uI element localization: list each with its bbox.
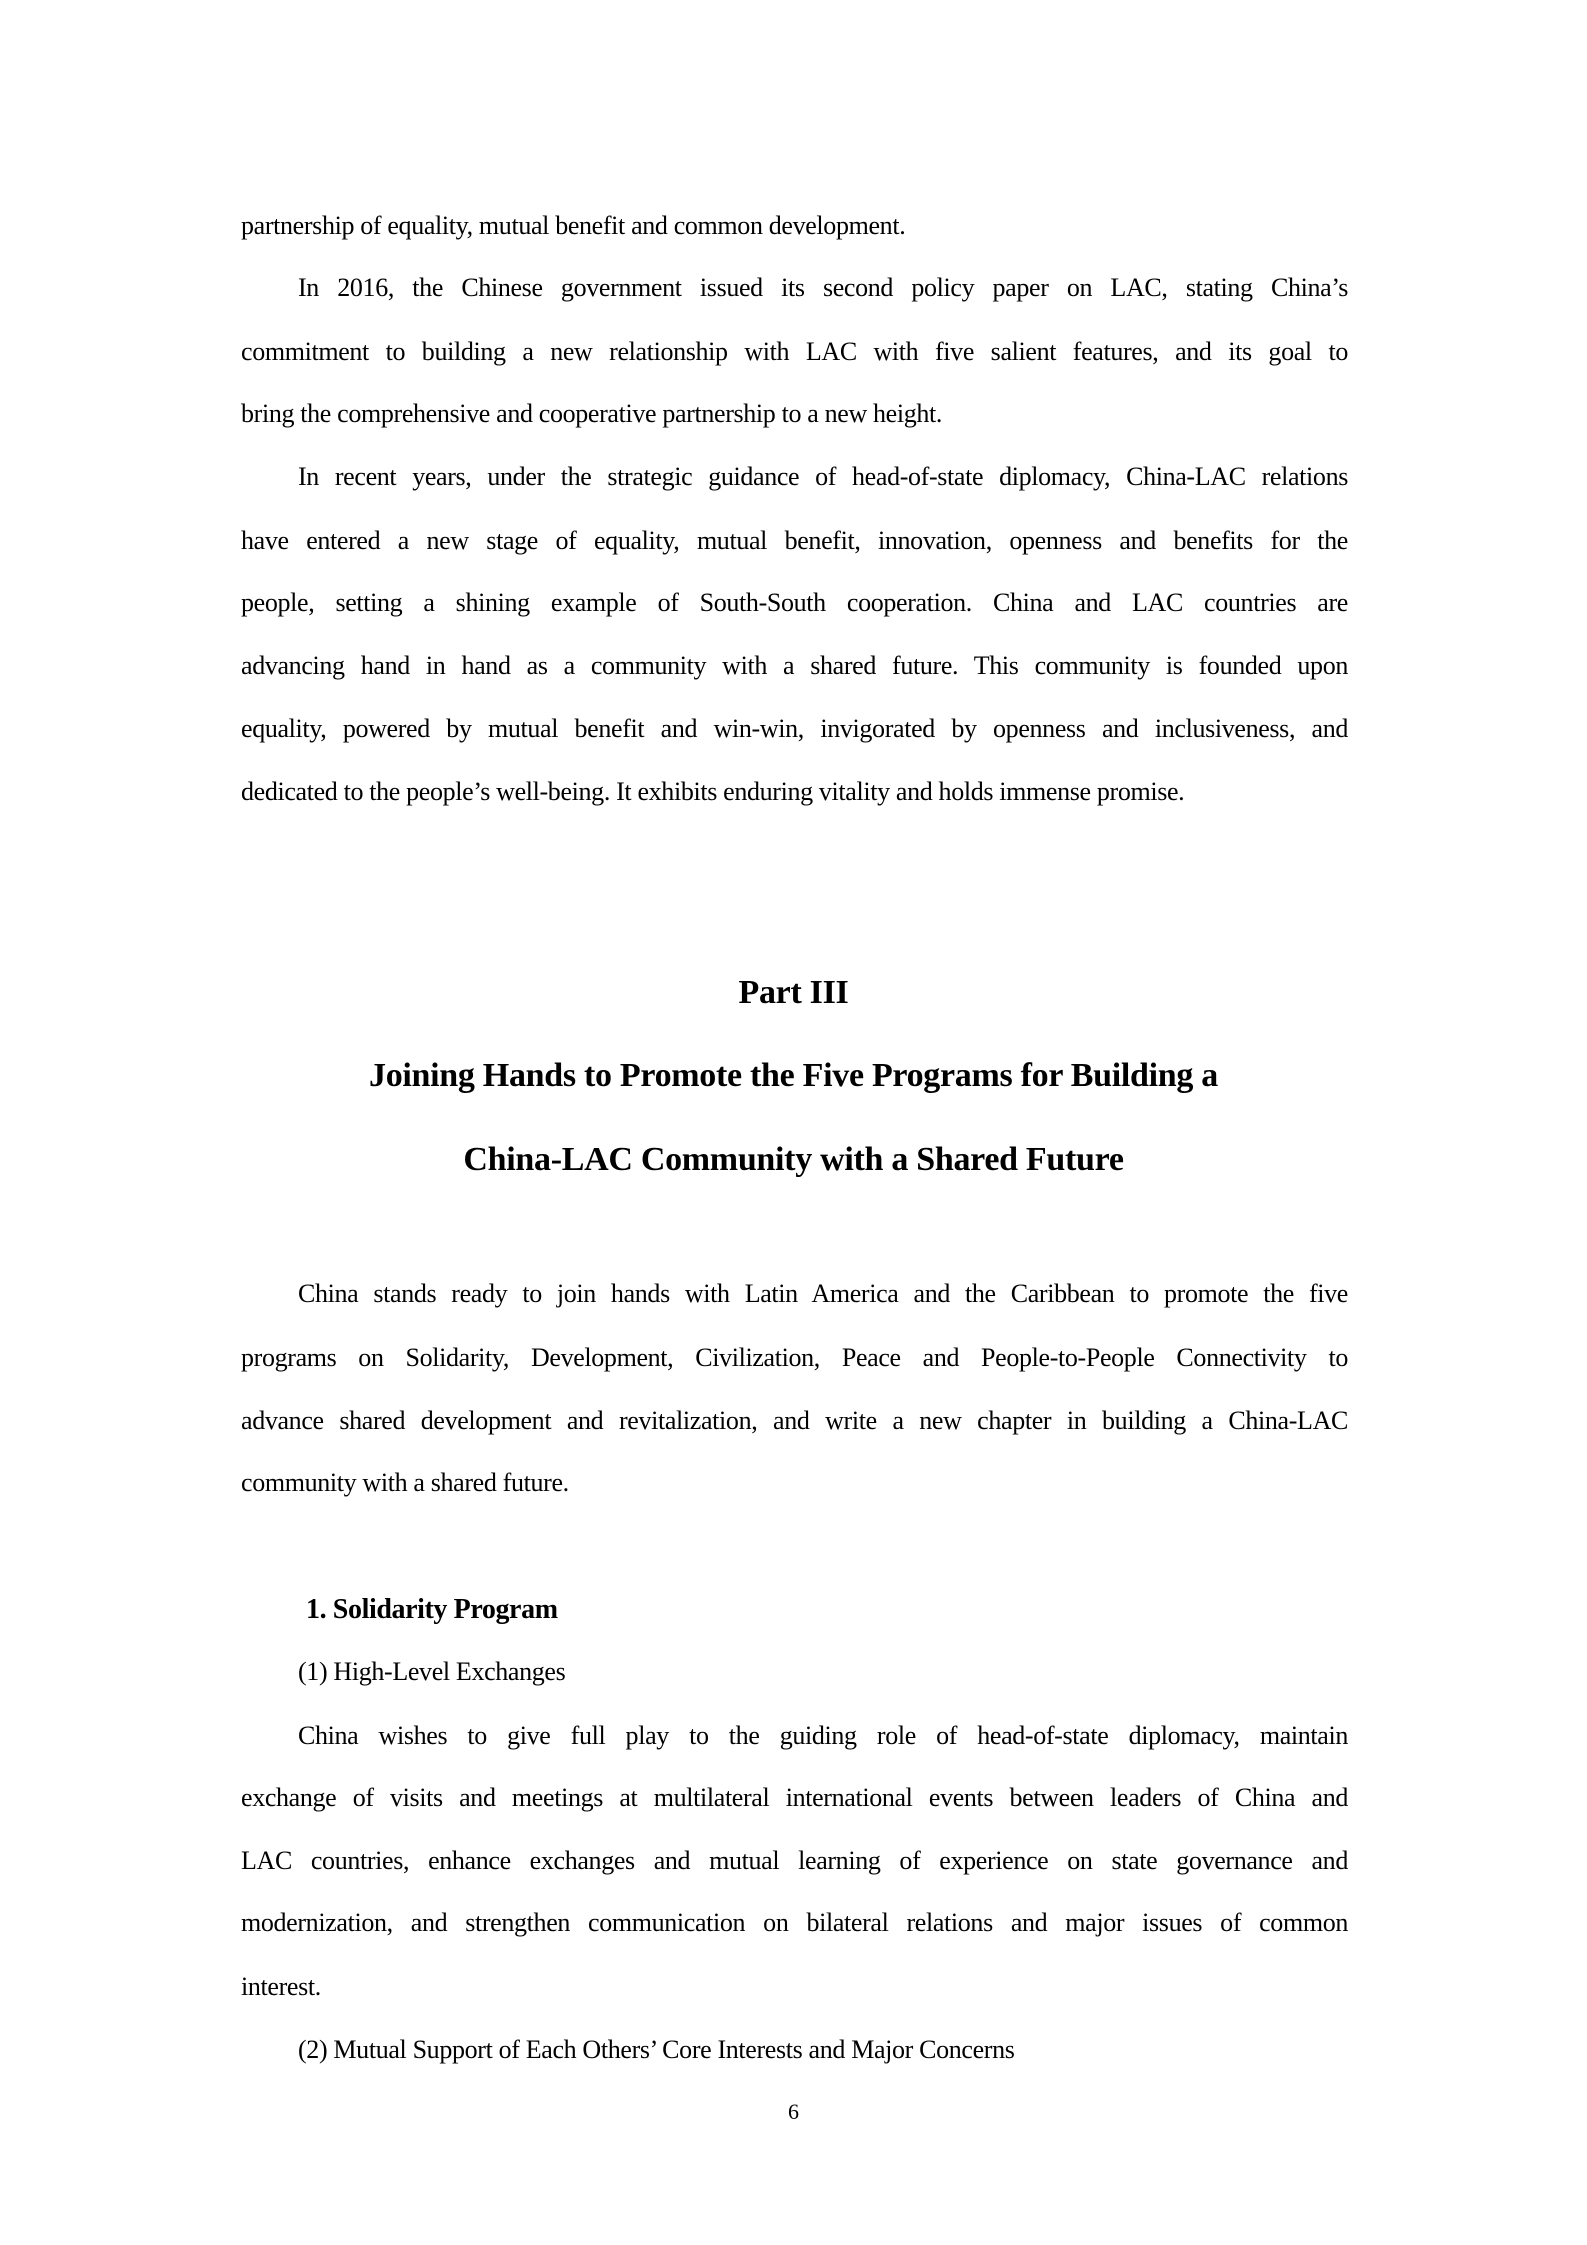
part-label: Part III (738, 974, 849, 1011)
paragraph-line: dedicated to the people’s well-being. It exhibits enduring vitality and holds immense promise. (241, 777, 1185, 806)
paragraph-line: advance shared development and revitalization, and write a new chapter in building a China-LAC (241, 1406, 1348, 1435)
paragraph-line: advancing hand in hand as a community with a shared future. This community is founded upon (241, 651, 1348, 680)
part-title-line-1: Joining Hands to Promote the Five Programs for Building a (369, 1057, 1218, 1094)
paragraph-line: programs on Solidarity, Development, Civilization, Peace and People-to-People Connectivity to (241, 1343, 1348, 1372)
paragraph-line: bring the comprehensive and cooperative partnership to a new height. (241, 399, 943, 428)
paragraph-line: people, setting a shining example of South-South cooperation. China and LAC countries are (241, 588, 1348, 617)
paragraph-line: LAC countries, enhance exchanges and mutual learning of experience on state governance and (241, 1846, 1348, 1875)
paragraph-line: equality, powered by mutual benefit and win-win, invigorated by openness and inclusiveness, and (241, 714, 1348, 743)
subsection-heading: (1) High-Level Exchanges (298, 1657, 566, 1686)
paragraph-line: China stands ready to join hands with Latin America and the Caribbean to promote the five (298, 1279, 1348, 1308)
section-heading: 1. Solidarity Program (306, 1594, 558, 1625)
paragraph-line: interest. (241, 1972, 321, 2001)
paragraph-line: partnership of equality, mutual benefit and common development. (241, 211, 906, 240)
paragraph-line: community with a shared future. (241, 1468, 569, 1497)
page-number: 6 (788, 2099, 799, 2124)
paragraph-line: In recent years, under the strategic guidance of head-of-state diplomacy, China-LAC relations (298, 462, 1348, 491)
paragraph-line: exchange of visits and meetings at multilateral international events between leaders of China and (241, 1783, 1348, 1812)
paragraph-line: China wishes to give full play to the guiding role of head-of-state diplomacy, maintain (298, 1721, 1348, 1750)
paragraph-line: have entered a new stage of equality, mutual benefit, innovation, openness and benefits for the (241, 526, 1348, 555)
paragraph-line: modernization, and strengthen communication on bilateral relations and major issues of common (241, 1908, 1348, 1937)
paragraph-line: commitment to building a new relationship with LAC with five salient features, and its goal to (241, 337, 1348, 366)
subsection-heading: (2) Mutual Support of Each Others’ Core Interests and Major Concerns (298, 2035, 1015, 2064)
part-title-line-2: China-LAC Community with a Shared Future (463, 1141, 1124, 1178)
paragraph-line: In 2016, the Chinese government issued its second policy paper on LAC, stating China’s (298, 273, 1348, 302)
